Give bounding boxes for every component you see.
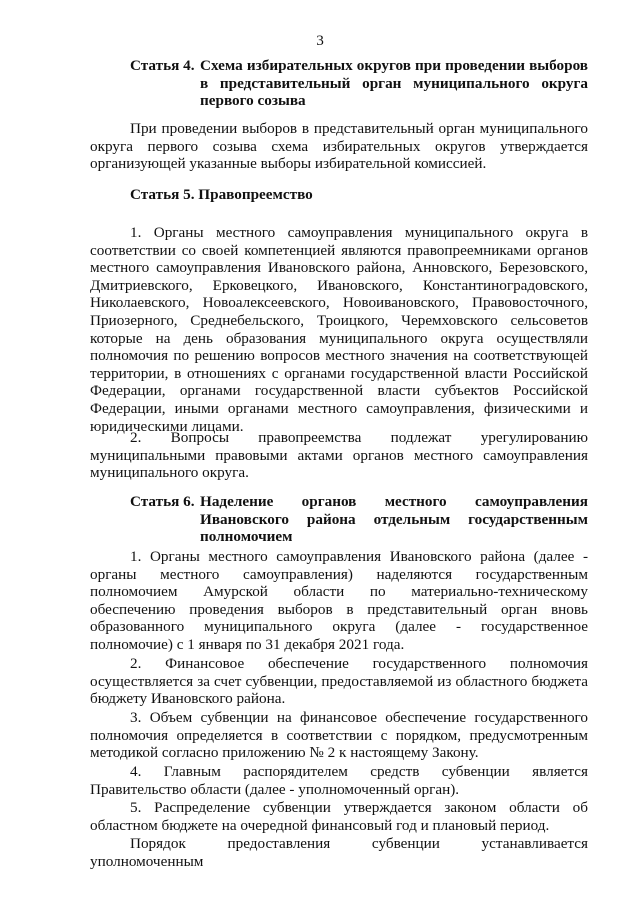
article-5-paragraph-1: 1. Органы местного самоуправления муниципального округа в соответствии со своей компетенцией являются правопреемниками органов местного самоуправления Ивановского района, Анновского, Березовского, Дмитриевского, Ерковецкого, Ивановского, Константиноградовского, Николаевского, Новоалексеевского, Новоивановского, Правовосточного, Приозерного, Среднебельского, Троицкого, Черемховского сельсоветов которые на день образования муниципального округа осуществляли полномочия по решению вопросов местного значения на соответствующей территории, в отношениях с органами государственной власти Российской Федерации, органами государственной власти субъектов Российской Федерации, иными органами местного самоуправления, физическими и юридическими лицами.: [90, 224, 588, 435]
article-4-heading: [90, 57, 588, 110]
article-5-heading: Статья 5. Правопреемство: [130, 186, 313, 203]
article-6-heading: [90, 493, 588, 546]
article-6-paragraph-4: 4. Главным распорядителем средств субвенции является Правительство области (далее - уполномоченный орган).: [90, 763, 588, 798]
page-number: 3: [316, 32, 324, 49]
article-4-paragraph: При проведении выборов в представительный орган муниципального округа первого созыва схема избирательных округов утверждается организующей указанные выборы избирательной комиссией.: [90, 120, 588, 173]
article-6-title: Наделение органов местного самоуправления Ивановского района отдельным государственным полномочием: [200, 493, 588, 546]
article-6-paragraph-2: 2. Финансовое обеспечение государственного полномочия осуществляется за счет субвенции, предоставляемой из областного бюджета бюджету Ивановского района.: [90, 655, 588, 708]
article-6-paragraph-5: 5. Распределение субвенции утверждается законом области об областном бюджете на очередной финансовый год и плановый период.: [90, 799, 588, 834]
article-6-label: Статья 6.: [130, 493, 195, 510]
article-4-title: Схема избирательных округов при проведении выборов в представительный орган муниципального округа первого созыва: [200, 57, 588, 110]
article-5-paragraph-2: 2. Вопросы правопреемства подлежат урегулированию муниципальными правовыми актами органов местного самоуправления муниципального округа.: [90, 429, 588, 482]
article-6-paragraph-3: 3. Объем субвенции на финансовое обеспечение государственного полномочия определяется в соответствии с порядком, предусмотренным методикой согласно приложению № 2 к настоящему Закону.: [90, 709, 588, 762]
article-6-paragraph-6: Порядок предоставления субвенции устанавливается уполномоченным: [90, 835, 588, 870]
article-6-paragraph-1: 1. Органы местного самоуправления Ивановского района (далее - органы местного самоуправления) наделяются государственным полномочием Амурской области по материально-техническому обеспечению проведения выборов в представительный орган вновь образованного муниципального округа (далее - государственное полномочие) с 1 января по 31 декабря 2021 года.: [90, 548, 588, 653]
article-4-label: Статья 4.: [130, 57, 195, 74]
